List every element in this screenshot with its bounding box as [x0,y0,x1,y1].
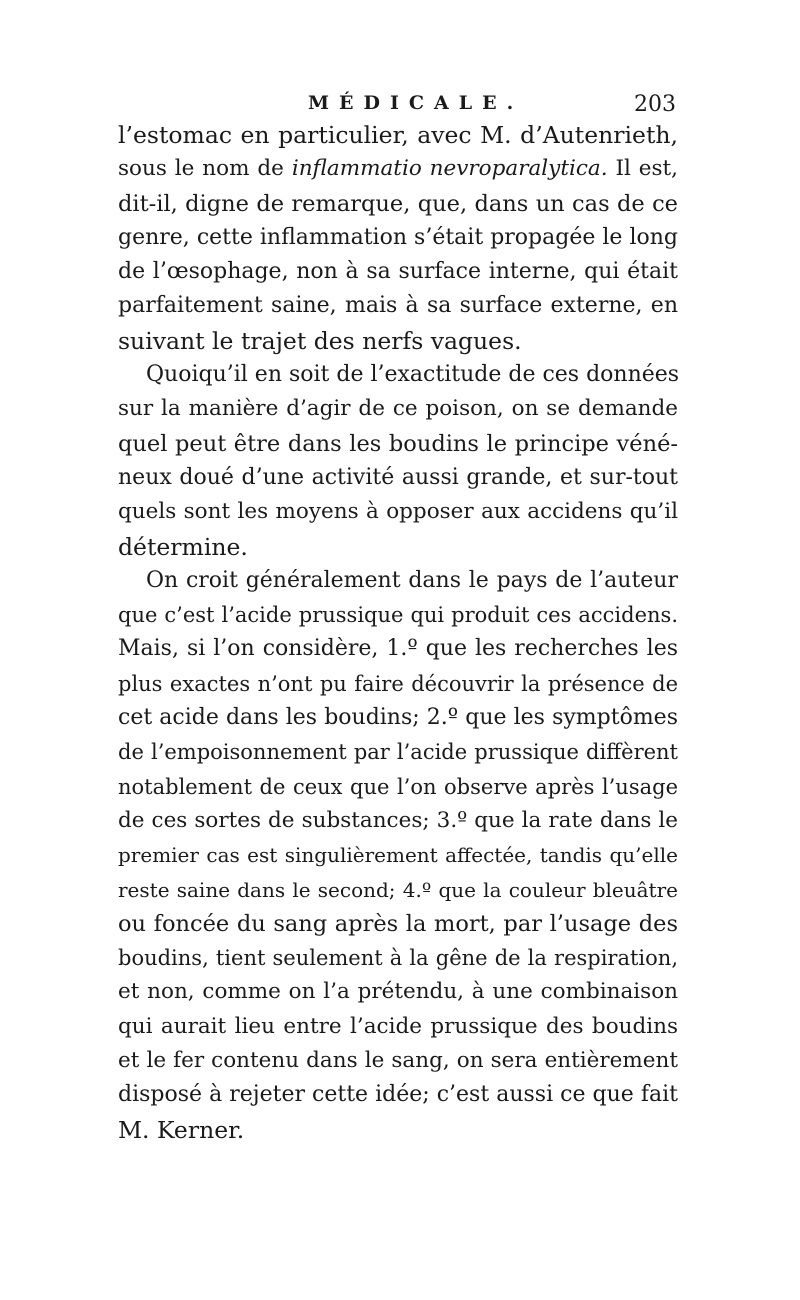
text-line: suivant le trajet des nerfs vagues. [118,326,522,355]
text-line: premier cas est singulièrement affectée, tandis qu’elle [118,843,678,868]
italic-term: inflammatio nevroparalytica. [291,156,608,182]
text-segment: sous le nom de [118,156,292,182]
text-line: ou foncée du sang après la mort, par l’usage des [118,910,678,937]
text-line: détermine. [118,532,248,561]
text-line: que c’est l’acide prussique qui produit ces accidens. [118,603,678,628]
text-line: dit-il, digne de remarque, que, dans un cas de ce [118,190,678,217]
text-line: quel peut être dans les boudins le principe véné- [118,430,678,457]
text-line: M. Kerner. [118,1115,245,1144]
text-line: cet acide dans les boudins; 2.º que les symptômes [118,705,678,731]
body-text [118,118,678,1147]
text-line: genre, cette inflammation s’était propagée le long [118,224,678,250]
text-line: On croit généralement dans le pays de l’auteur [146,567,678,593]
text-line: neux doué d’une activité aussi grande, et sur-tout [118,464,678,490]
text-line: parfaitement saine, mais à sa surface externe, en [118,293,678,319]
text-line: disposé à rejeter cette idée; c’est aussi ce que fait [118,1082,678,1108]
text-line: quels sont les moyens à opposer aux accidens qu’il [118,499,678,525]
text-line: qui aurait lieu entre l’acide prussique des boudins [118,1013,678,1039]
text-line: notablement de ceux que l’on observe après l’usage [118,774,678,799]
text-line [118,152,678,186]
text-line: de l’empoisonnement par l’acide prussique diffèrent [118,740,678,765]
text-line: de l’œsophage, non à sa surface interne, qui était [118,259,678,285]
text-line: de ces sortes de substances; 3.º que la rate dans le [118,807,678,833]
text-segment: Il est, [607,156,678,182]
text-line: l’estomac en particulier, avec M. d’Autenrieth, [118,121,678,149]
text-line: et le fer contenu dans le sang, on sera entièrement [118,1048,678,1074]
text-line: Mais, si l’on considère, 1.º que les recherches les [118,636,678,662]
running-head: MÉDICALE. [308,92,524,114]
page-number: 203 [634,92,676,117]
text-line: reste saine dans le second; 4.º que la couleur bleuâtre [118,877,678,902]
text-line: sur la manière d’agir de ce poison, on se demande [118,396,678,422]
text-line: boudins, tient seulement à la gêne de la respiration, [118,946,678,971]
text-line: et non, comme on l’a prétendu, à une combinaison [118,979,678,1005]
text-line: plus exactes n’ont pu faire découvrir la présence de [118,671,678,696]
text-line: Quoiqu’il en soit de l’exactitude de ces données [146,362,680,388]
